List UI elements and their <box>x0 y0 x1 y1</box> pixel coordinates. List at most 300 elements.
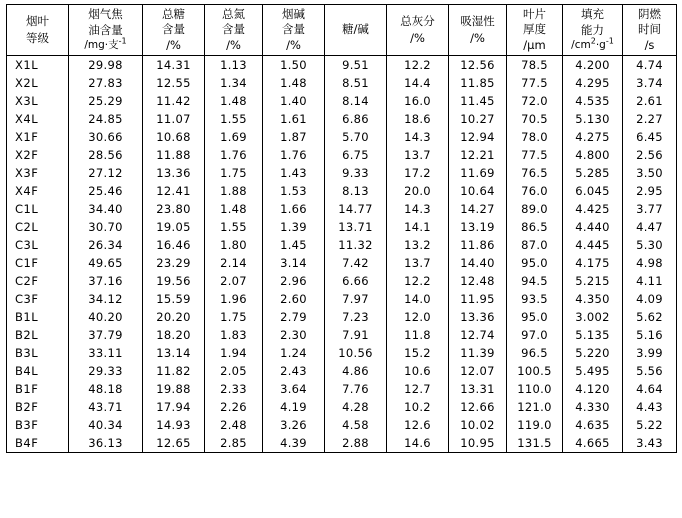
cell-value: 4.200 <box>563 56 623 75</box>
cell-value: 12.41 <box>143 182 205 200</box>
cell-value: 2.56 <box>623 146 677 164</box>
cell-value: 5.495 <box>563 362 623 380</box>
cell-value: 19.56 <box>143 272 205 290</box>
cell-value: 10.2 <box>387 398 449 416</box>
cell-value: 43.71 <box>69 398 143 416</box>
cell-value: 5.56 <box>623 362 677 380</box>
cell-value: 4.43 <box>623 398 677 416</box>
cell-value: 40.34 <box>69 416 143 434</box>
cell-grade: X2L <box>7 74 69 92</box>
cell-value: 5.22 <box>623 416 677 434</box>
table-row <box>7 434 677 453</box>
table-row <box>7 272 677 290</box>
table-row <box>7 398 677 416</box>
column-header-line: 总氮 <box>222 6 245 21</box>
cell-value: 72.0 <box>507 92 563 110</box>
cell-value: 3.77 <box>623 200 677 218</box>
cell-grade: X1L <box>7 56 69 75</box>
cell-value: 23.80 <box>143 200 205 218</box>
cell-value: 131.5 <box>507 434 563 453</box>
cell-value: 76.5 <box>507 164 563 182</box>
table-row <box>7 416 677 434</box>
cell-value: 4.295 <box>563 74 623 92</box>
table-row <box>7 254 677 272</box>
column-header-line: 糖/碱 <box>342 22 369 37</box>
cell-value: 28.56 <box>69 146 143 164</box>
cell-value: 1.50 <box>263 56 325 75</box>
cell-grade: X3L <box>7 92 69 110</box>
cell-value: 37.16 <box>69 272 143 290</box>
cell-value: 2.26 <box>205 398 263 416</box>
cell-value: 5.220 <box>563 344 623 362</box>
cell-value: 3.64 <box>263 380 325 398</box>
cell-value: 12.2 <box>387 272 449 290</box>
cell-value: 6.75 <box>325 146 387 164</box>
cell-value: 25.46 <box>69 182 143 200</box>
cell-value: 4.275 <box>563 128 623 146</box>
column-header-line: $/cm^2\cdot g^{-1}$ <box>571 36 614 52</box>
cell-value: 4.58 <box>325 416 387 434</box>
cell-value: 12.6 <box>387 416 449 434</box>
cell-value: 19.05 <box>143 218 205 236</box>
cell-value: 97.0 <box>507 326 563 344</box>
cell-grade: C3F <box>7 290 69 308</box>
cell-grade: C2F <box>7 272 69 290</box>
cell-value: 27.83 <box>69 74 143 92</box>
cell-value: 11.88 <box>143 146 205 164</box>
cell-value: 2.33 <box>205 380 263 398</box>
cell-grade: B1L <box>7 308 69 326</box>
cell-value: 12.74 <box>449 326 507 344</box>
cell-value: 11.39 <box>449 344 507 362</box>
cell-value: 119.0 <box>507 416 563 434</box>
cell-value: 1.13 <box>205 56 263 75</box>
cell-value: 4.19 <box>263 398 325 416</box>
cell-value: 36.13 <box>69 434 143 453</box>
cell-value: 1.96 <box>205 290 263 308</box>
cell-value: 4.635 <box>563 416 623 434</box>
cell-value: 4.98 <box>623 254 677 272</box>
cell-value: 7.42 <box>325 254 387 272</box>
cell-value: 8.51 <box>325 74 387 92</box>
cell-value: 1.24 <box>263 344 325 362</box>
cell-value: 4.120 <box>563 380 623 398</box>
cell-value: 1.88 <box>205 182 263 200</box>
column-header-line: 厚度 <box>523 22 546 37</box>
cell-value: 12.7 <box>387 380 449 398</box>
column-header-7 <box>449 5 507 56</box>
cell-value: 48.18 <box>69 380 143 398</box>
column-header-line: /% <box>166 37 181 52</box>
cell-value: 23.29 <box>143 254 205 272</box>
cell-value: 13.7 <box>387 254 449 272</box>
cell-value: 20.0 <box>387 182 449 200</box>
cell-value: 1.39 <box>263 218 325 236</box>
cell-value: 10.56 <box>325 344 387 362</box>
cell-value: 1.45 <box>263 236 325 254</box>
cell-value: 9.33 <box>325 164 387 182</box>
cell-value: 94.5 <box>507 272 563 290</box>
cell-value: 13.14 <box>143 344 205 362</box>
cell-grade: C2L <box>7 218 69 236</box>
cell-grade: B3L <box>7 344 69 362</box>
cell-grade: B1F <box>7 380 69 398</box>
cell-grade: X1F <box>7 128 69 146</box>
cell-value: 76.0 <box>507 182 563 200</box>
cell-value: 40.20 <box>69 308 143 326</box>
cell-value: 13.36 <box>449 308 507 326</box>
cell-value: 6.86 <box>325 110 387 128</box>
cell-value: 96.5 <box>507 344 563 362</box>
cell-value: 14.77 <box>325 200 387 218</box>
cell-value: 14.0 <box>387 290 449 308</box>
cell-value: 13.36 <box>143 164 205 182</box>
cell-value: 26.34 <box>69 236 143 254</box>
cell-value: 10.95 <box>449 434 507 453</box>
cell-value: 14.27 <box>449 200 507 218</box>
column-header-2 <box>143 5 205 56</box>
cell-value: 34.12 <box>69 290 143 308</box>
cell-value: 4.330 <box>563 398 623 416</box>
cell-value: 4.445 <box>563 236 623 254</box>
cell-value: 15.59 <box>143 290 205 308</box>
cell-value: 1.48 <box>205 200 263 218</box>
table-row <box>7 110 677 128</box>
table-row <box>7 56 677 75</box>
cell-value: 13.2 <box>387 236 449 254</box>
cell-value: 77.5 <box>507 74 563 92</box>
cell-value: 1.55 <box>205 218 263 236</box>
cell-value: 2.60 <box>263 290 325 308</box>
cell-value: 10.68 <box>143 128 205 146</box>
cell-value: 1.75 <box>205 308 263 326</box>
cell-value: 12.65 <box>143 434 205 453</box>
cell-value: 33.11 <box>69 344 143 362</box>
cell-value: 49.65 <box>69 254 143 272</box>
cell-value: 4.665 <box>563 434 623 453</box>
cell-value: 10.27 <box>449 110 507 128</box>
cell-grade: X3F <box>7 164 69 182</box>
column-header-line: 烟气焦 <box>88 7 123 22</box>
cell-value: 4.39 <box>263 434 325 453</box>
cell-value: 16.46 <box>143 236 205 254</box>
cell-value: 3.26 <box>263 416 325 434</box>
table-row <box>7 74 677 92</box>
cell-value: 1.61 <box>263 110 325 128</box>
cell-value: 4.74 <box>623 56 677 75</box>
cell-value: 19.88 <box>143 380 205 398</box>
cell-value: 86.5 <box>507 218 563 236</box>
cell-value: 5.130 <box>563 110 623 128</box>
cell-value: 2.85 <box>205 434 263 453</box>
column-header-line: 总灰分 <box>400 14 435 29</box>
cell-value: 14.6 <box>387 434 449 453</box>
cell-value: 15.2 <box>387 344 449 362</box>
cell-value: 5.16 <box>623 326 677 344</box>
cell-value: 2.61 <box>623 92 677 110</box>
column-header-line: 等级 <box>26 31 49 45</box>
cell-value: 4.800 <box>563 146 623 164</box>
cell-value: 1.48 <box>205 92 263 110</box>
cell-value: 12.66 <box>449 398 507 416</box>
cell-value: 4.28 <box>325 398 387 416</box>
table-row <box>7 92 677 110</box>
cell-value: 4.175 <box>563 254 623 272</box>
cell-value: 25.29 <box>69 92 143 110</box>
table-row <box>7 182 677 200</box>
cell-value: 5.215 <box>563 272 623 290</box>
cell-value: 4.535 <box>563 92 623 110</box>
cell-value: 24.85 <box>69 110 143 128</box>
table-body <box>7 56 677 453</box>
cell-value: 16.0 <box>387 92 449 110</box>
cell-value: 5.285 <box>563 164 623 182</box>
cell-value: 12.56 <box>449 56 507 75</box>
cell-value: 11.42 <box>143 92 205 110</box>
cell-value: 11.45 <box>449 92 507 110</box>
cell-grade: B4L <box>7 362 69 380</box>
cell-value: 34.40 <box>69 200 143 218</box>
cell-value: 18.20 <box>143 326 205 344</box>
cell-value: 11.07 <box>143 110 205 128</box>
column-header-6 <box>387 5 449 56</box>
cell-value: 3.99 <box>623 344 677 362</box>
cell-value: 70.5 <box>507 110 563 128</box>
cell-value: 12.55 <box>143 74 205 92</box>
cell-grade: C1L <box>7 200 69 218</box>
cell-value: 7.23 <box>325 308 387 326</box>
cell-value: 9.51 <box>325 56 387 75</box>
cell-value: 1.40 <box>263 92 325 110</box>
cell-value: 3.50 <box>623 164 677 182</box>
column-header-line: /% <box>226 37 241 52</box>
cell-value: 7.97 <box>325 290 387 308</box>
cell-value: 11.32 <box>325 236 387 254</box>
cell-value: 14.93 <box>143 416 205 434</box>
cell-value: 12.2 <box>387 56 449 75</box>
cell-value: 30.70 <box>69 218 143 236</box>
cell-value: 13.31 <box>449 380 507 398</box>
cell-value: 10.6 <box>387 362 449 380</box>
cell-value: 4.47 <box>623 218 677 236</box>
cell-value: 1.69 <box>205 128 263 146</box>
table-header <box>7 5 677 56</box>
cell-value: 14.31 <box>143 56 205 75</box>
cell-grade: B2F <box>7 398 69 416</box>
table-row <box>7 164 677 182</box>
column-header-line: /% <box>286 37 301 52</box>
column-header-10 <box>623 5 677 56</box>
cell-value: 4.425 <box>563 200 623 218</box>
cell-value: 1.53 <box>263 182 325 200</box>
cell-value: 1.76 <box>263 146 325 164</box>
cell-value: 4.11 <box>623 272 677 290</box>
cell-value: 3.74 <box>623 74 677 92</box>
cell-value: 2.95 <box>623 182 677 200</box>
cell-value: 1.75 <box>205 164 263 182</box>
column-header-line: 烟碱 <box>282 6 305 21</box>
cell-value: 6.45 <box>623 128 677 146</box>
cell-value: 77.5 <box>507 146 563 164</box>
table-row <box>7 236 677 254</box>
column-header-8 <box>507 5 563 56</box>
column-header-line: 含量 <box>162 22 185 37</box>
cell-value: 2.27 <box>623 110 677 128</box>
cell-value: 14.4 <box>387 74 449 92</box>
table-row <box>7 200 677 218</box>
cell-value: 11.85 <box>449 74 507 92</box>
cell-value: 12.07 <box>449 362 507 380</box>
cell-value: 12.94 <box>449 128 507 146</box>
cell-value: 13.71 <box>325 218 387 236</box>
table-row <box>7 308 677 326</box>
cell-value: 3.002 <box>563 308 623 326</box>
table-row <box>7 128 677 146</box>
cell-value: 1.94 <box>205 344 263 362</box>
cell-value: 4.440 <box>563 218 623 236</box>
cell-grade: X4L <box>7 110 69 128</box>
cell-value: 95.0 <box>507 308 563 326</box>
cell-value: 2.96 <box>263 272 325 290</box>
cell-value: 1.80 <box>205 236 263 254</box>
table-row <box>7 344 677 362</box>
cell-value: 2.88 <box>325 434 387 453</box>
cell-value: 27.12 <box>69 164 143 182</box>
cell-value: 17.94 <box>143 398 205 416</box>
table-row <box>7 146 677 164</box>
cell-value: 2.79 <box>263 308 325 326</box>
cell-value: 29.33 <box>69 362 143 380</box>
cell-value: 3.43 <box>623 434 677 453</box>
cell-value: 2.43 <box>263 362 325 380</box>
cell-value: 2.07 <box>205 272 263 290</box>
column-header-line: 阴燃 <box>638 6 661 21</box>
cell-value: 5.135 <box>563 326 623 344</box>
cell-value: 7.91 <box>325 326 387 344</box>
column-header-line: /μm <box>523 37 546 52</box>
column-header-9 <box>563 5 623 56</box>
cell-value: 1.43 <box>263 164 325 182</box>
column-header-line: 时间 <box>638 22 661 37</box>
column-header-line: 能力 <box>581 22 604 37</box>
cell-value: 11.95 <box>449 290 507 308</box>
cell-value: 78.0 <box>507 128 563 146</box>
column-header-line: /s <box>644 37 655 52</box>
cell-value: 2.30 <box>263 326 325 344</box>
column-header-0 <box>7 5 69 56</box>
cell-value: 2.48 <box>205 416 263 434</box>
cell-value: 17.2 <box>387 164 449 182</box>
cell-grade: C3L <box>7 236 69 254</box>
column-header-4 <box>263 5 325 56</box>
column-header-1 <box>69 5 143 56</box>
cell-value: 1.76 <box>205 146 263 164</box>
cell-value: 13.19 <box>449 218 507 236</box>
cell-value: 2.14 <box>205 254 263 272</box>
column-header-line: /% <box>410 31 425 45</box>
cell-value: 11.69 <box>449 164 507 182</box>
column-header-5 <box>325 5 387 56</box>
cell-value: 1.34 <box>205 74 263 92</box>
cell-value: 95.0 <box>507 254 563 272</box>
cell-value: 1.66 <box>263 200 325 218</box>
tobacco-grade-data-table <box>6 4 677 453</box>
cell-value: 3.14 <box>263 254 325 272</box>
column-header-line: 含量 <box>222 22 245 37</box>
cell-grade: B3F <box>7 416 69 434</box>
cell-value: 5.70 <box>325 128 387 146</box>
column-header-line: /mg·支$^{-1}$ <box>84 36 127 52</box>
column-header-line: 总糖 <box>162 6 185 21</box>
cell-value: 4.64 <box>623 380 677 398</box>
cell-value: 12.0 <box>387 308 449 326</box>
cell-value: 14.3 <box>387 200 449 218</box>
cell-value: 7.76 <box>325 380 387 398</box>
cell-value: 18.6 <box>387 110 449 128</box>
cell-value: 14.40 <box>449 254 507 272</box>
column-header-3 <box>205 5 263 56</box>
cell-value: 37.79 <box>69 326 143 344</box>
column-header-line: 吸湿性 <box>460 14 495 29</box>
cell-grade: X2F <box>7 146 69 164</box>
cell-value: 1.48 <box>263 74 325 92</box>
cell-value: 12.21 <box>449 146 507 164</box>
cell-value: 12.48 <box>449 272 507 290</box>
table-row <box>7 326 677 344</box>
cell-value: 87.0 <box>507 236 563 254</box>
cell-value: 11.82 <box>143 362 205 380</box>
cell-value: 29.98 <box>69 56 143 75</box>
cell-value: 5.62 <box>623 308 677 326</box>
column-header-line: 烟叶 <box>26 14 49 29</box>
cell-value: 14.3 <box>387 128 449 146</box>
cell-grade: X4F <box>7 182 69 200</box>
cell-value: 93.5 <box>507 290 563 308</box>
column-header-line: /% <box>470 31 485 45</box>
cell-value: 20.20 <box>143 308 205 326</box>
cell-value: 4.350 <box>563 290 623 308</box>
cell-value: 6.66 <box>325 272 387 290</box>
table-header-row <box>7 5 677 56</box>
column-header-line: 叶片 <box>523 6 546 21</box>
cell-value: 13.7 <box>387 146 449 164</box>
column-header-line: 填充 <box>581 7 604 22</box>
column-header-line: 含量 <box>282 22 305 37</box>
cell-value: 30.66 <box>69 128 143 146</box>
cell-value: 6.045 <box>563 182 623 200</box>
cell-grade: B2L <box>7 326 69 344</box>
cell-value: 8.14 <box>325 92 387 110</box>
table-row <box>7 380 677 398</box>
cell-value: 5.30 <box>623 236 677 254</box>
cell-value: 10.64 <box>449 182 507 200</box>
cell-value: 4.09 <box>623 290 677 308</box>
table-row <box>7 362 677 380</box>
cell-value: 110.0 <box>507 380 563 398</box>
cell-value: 78.5 <box>507 56 563 75</box>
table-row <box>7 218 677 236</box>
cell-value: 100.5 <box>507 362 563 380</box>
cell-value: 1.83 <box>205 326 263 344</box>
cell-value: 11.86 <box>449 236 507 254</box>
cell-value: 8.13 <box>325 182 387 200</box>
cell-value: 4.86 <box>325 362 387 380</box>
cell-value: 11.8 <box>387 326 449 344</box>
table-row <box>7 290 677 308</box>
cell-value: 89.0 <box>507 200 563 218</box>
cell-value: 121.0 <box>507 398 563 416</box>
cell-value: 2.05 <box>205 362 263 380</box>
